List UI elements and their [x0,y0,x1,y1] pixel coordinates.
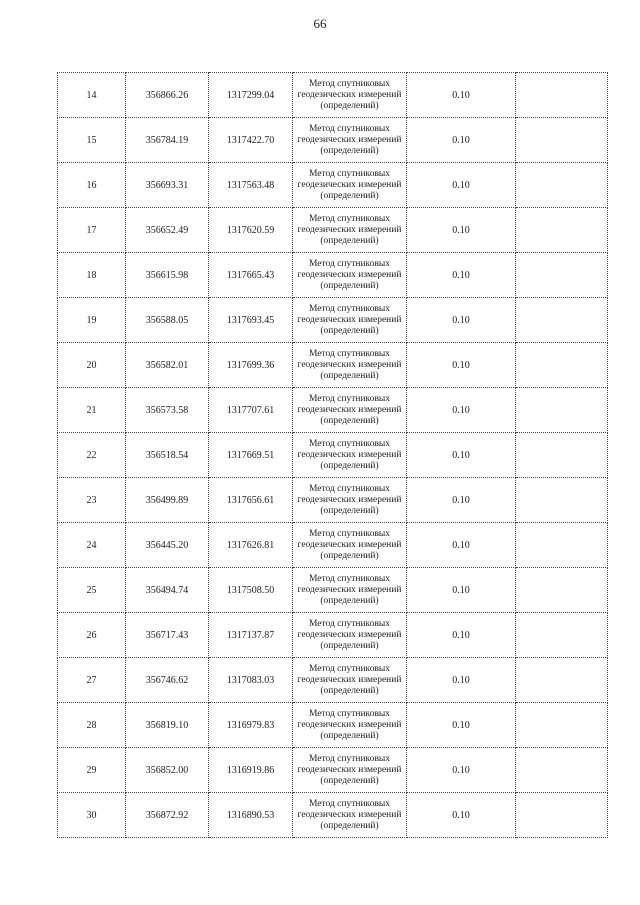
point-number-cell: 23 [58,478,126,523]
method-text-line: (определений) [320,145,379,156]
method-text-line: Метод спутниковых [308,78,391,89]
accuracy-cell: 0.10 [407,163,516,208]
accuracy-cell: 0.10 [407,523,516,568]
y-coordinate-cell: 1317626.81 [209,523,293,568]
method-text-line: (определений) [320,595,379,606]
x-coordinate-cell: 356615.98 [126,253,209,298]
x-coordinate-cell: 356582.01 [126,343,209,388]
x-coordinate-cell: 356499.89 [126,478,209,523]
method-text-line: (определений) [320,190,379,201]
table-row [58,163,608,208]
method-text-line: геодезических измерений [297,359,402,370]
method-text-line: геодезических измерений [297,224,402,235]
point-number-cell: 27 [58,658,126,703]
method-cell [293,343,407,388]
point-number-cell: 25 [58,568,126,613]
point-number-cell: 14 [58,73,126,118]
note-cell [516,613,608,658]
point-number-cell: 21 [58,388,126,433]
table-row [58,703,608,748]
point-number-cell: 30 [58,793,126,838]
point-number-cell: 20 [58,343,126,388]
method-text-line: Метод спутниковых [308,618,391,629]
note-cell [516,658,608,703]
method-cell [293,388,407,433]
y-coordinate-cell: 1317669.51 [209,433,293,478]
method-text-line: (определений) [320,280,379,291]
method-cell [293,118,407,163]
method-text-line: Метод спутниковых [308,438,391,449]
method-cell [293,163,407,208]
table-row [58,433,608,478]
table-row [58,118,608,163]
accuracy-cell: 0.10 [407,793,516,838]
note-cell [516,433,608,478]
method-text-line: геодезических измерений [297,449,402,460]
point-number-cell: 22 [58,433,126,478]
method-text-line: Метод спутниковых [308,393,391,404]
method-text-line: Метод спутниковых [308,798,391,809]
method-cell [293,793,407,838]
method-text-line: (определений) [320,685,379,696]
note-cell [516,118,608,163]
method-text-line: геодезических измерений [297,584,402,595]
y-coordinate-cell: 1317707.61 [209,388,293,433]
accuracy-cell: 0.10 [407,253,516,298]
note-cell [516,163,608,208]
note-cell [516,793,608,838]
method-text-line: геодезических измерений [297,719,402,730]
method-text-line: геодезических измерений [297,404,402,415]
page-number: 66 [313,16,327,31]
x-coordinate-cell: 356652.49 [126,208,209,253]
method-text-line: Метод спутниковых [308,348,391,359]
x-coordinate-cell: 356518.54 [126,433,209,478]
accuracy-cell: 0.10 [407,613,516,658]
note-cell [516,523,608,568]
x-coordinate-cell: 356746.62 [126,658,209,703]
note-cell [516,388,608,433]
x-coordinate-cell: 356872.92 [126,793,209,838]
table-body [58,73,608,838]
method-text-line: (определений) [320,325,379,336]
table-row [58,208,608,253]
method-cell [293,568,407,613]
method-text-line: геодезических измерений [297,809,402,820]
method-cell [293,703,407,748]
table-row [58,748,608,793]
note-cell [516,703,608,748]
table-row [58,343,608,388]
point-number-cell: 26 [58,613,126,658]
point-number-cell: 29 [58,748,126,793]
coordinates-table [57,72,608,838]
method-text-line: Метод спутниковых [308,213,391,224]
y-coordinate-cell: 1317699.36 [209,343,293,388]
x-coordinate-cell: 356588.05 [126,298,209,343]
method-cell [293,478,407,523]
method-text-line: геодезических измерений [297,764,402,775]
x-coordinate-cell: 356693.31 [126,163,209,208]
accuracy-cell: 0.10 [407,658,516,703]
method-text-line: (определений) [320,730,379,741]
method-cell [293,613,407,658]
y-coordinate-cell: 1317665.43 [209,253,293,298]
method-text-line: Метод спутниковых [308,303,391,314]
y-coordinate-cell: 1317620.59 [209,208,293,253]
method-text-line: геодезических измерений [297,494,402,505]
point-number-cell: 18 [58,253,126,298]
method-text-line: геодезических измерений [297,179,402,190]
method-text-line: (определений) [320,640,379,651]
method-text-line: геодезических измерений [297,314,402,325]
method-text-line: (определений) [320,550,379,561]
method-text-line: Метод спутниковых [308,168,391,179]
table-row [58,523,608,568]
table-row [58,478,608,523]
note-cell [516,478,608,523]
y-coordinate-cell: 1317508.50 [209,568,293,613]
accuracy-cell: 0.10 [407,478,516,523]
table-row [58,298,608,343]
method-cell [293,433,407,478]
method-text-line: Метод спутниковых [308,663,391,674]
accuracy-cell: 0.10 [407,118,516,163]
note-cell [516,73,608,118]
accuracy-cell: 0.10 [407,748,516,793]
method-text-line: (определений) [320,100,379,111]
table-row [58,613,608,658]
method-cell [293,658,407,703]
method-text-line: Метод спутниковых [308,753,391,764]
table-row [58,793,608,838]
x-coordinate-cell: 356866.26 [126,73,209,118]
y-coordinate-cell: 1316979.83 [209,703,293,748]
table-row [58,388,608,433]
y-coordinate-cell: 1317299.04 [209,73,293,118]
method-text-line: Метод спутниковых [308,708,391,719]
method-text-line: (определений) [320,505,379,516]
point-number-cell: 15 [58,118,126,163]
y-coordinate-cell: 1317693.45 [209,298,293,343]
point-number-cell: 16 [58,163,126,208]
method-text-line: Метод спутниковых [308,123,391,134]
accuracy-cell: 0.10 [407,568,516,613]
point-number-cell: 17 [58,208,126,253]
method-text-line: Метод спутниковых [308,483,391,494]
x-coordinate-cell: 356852.00 [126,748,209,793]
method-cell [293,748,407,793]
table-row [58,658,608,703]
x-coordinate-cell: 356717.43 [126,613,209,658]
method-cell [293,73,407,118]
accuracy-cell: 0.10 [407,388,516,433]
method-text-line: геодезических измерений [297,134,402,145]
accuracy-cell: 0.10 [407,433,516,478]
note-cell [516,343,608,388]
method-cell [293,298,407,343]
note-cell [516,208,608,253]
method-cell [293,208,407,253]
method-text-line: геодезических измерений [297,89,402,100]
note-cell [516,568,608,613]
y-coordinate-cell: 1316890.53 [209,793,293,838]
method-cell [293,523,407,568]
method-text-line: геодезических измерений [297,539,402,550]
y-coordinate-cell: 1317656.61 [209,478,293,523]
x-coordinate-cell: 356494.74 [126,568,209,613]
y-coordinate-cell: 1317422.70 [209,118,293,163]
x-coordinate-cell: 356445.20 [126,523,209,568]
y-coordinate-cell: 1317083.03 [209,658,293,703]
y-coordinate-cell: 1317137.87 [209,613,293,658]
method-text-line: геодезических измерений [297,629,402,640]
method-text-line: (определений) [320,370,379,381]
method-text-line: (определений) [320,775,379,786]
method-text-line: Метод спутниковых [308,258,391,269]
method-text-line: геодезических измерений [297,674,402,685]
accuracy-cell: 0.10 [407,73,516,118]
x-coordinate-cell: 356784.19 [126,118,209,163]
x-coordinate-cell: 356573.58 [126,388,209,433]
y-coordinate-cell: 1316919.86 [209,748,293,793]
accuracy-cell: 0.10 [407,343,516,388]
table-row [58,568,608,613]
method-text-line: (определений) [320,415,379,426]
method-text-line: (определений) [320,235,379,246]
table-row [58,253,608,298]
note-cell [516,253,608,298]
note-cell [516,748,608,793]
note-cell [516,298,608,343]
point-number-cell: 24 [58,523,126,568]
point-number-cell: 19 [58,298,126,343]
method-text-line: Метод спутниковых [308,573,391,584]
method-text-line: геодезических измерений [297,269,402,280]
point-number-cell: 28 [58,703,126,748]
accuracy-cell: 0.10 [407,298,516,343]
y-coordinate-cell: 1317563.48 [209,163,293,208]
method-text-line: (определений) [320,820,379,831]
accuracy-cell: 0.10 [407,208,516,253]
table-row [58,73,608,118]
accuracy-cell: 0.10 [407,703,516,748]
x-coordinate-cell: 356819.10 [126,703,209,748]
method-cell [293,253,407,298]
method-text-line: Метод спутниковых [308,528,391,539]
method-text-line: (определений) [320,460,379,471]
